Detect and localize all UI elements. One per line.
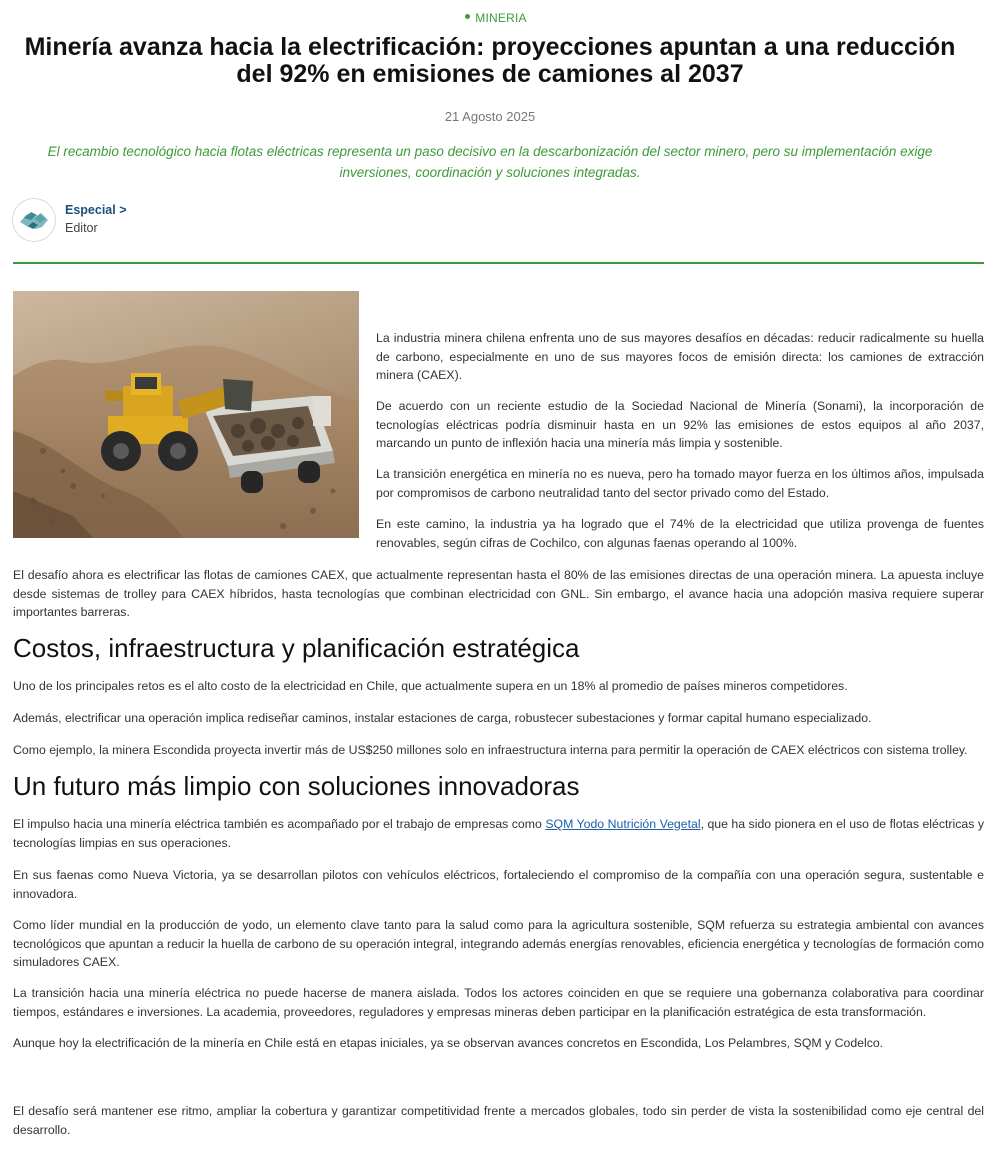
section1-paragraph-2: Además, electrificar una operación implica rediseñar caminos, instalar estaciones de carga, robustecer subestaciones y formar capital humano especializado. bbox=[13, 711, 872, 725]
intro-paragraph-4: En este camino, la industria ya ha logrado que el 74% de la electricidad que utiliza provenga de fuentes renovables, según cifras de Cochilco, con algunas faenas operando al 100%. bbox=[376, 517, 984, 550]
section2-paragraph-2: En sus faenas como Nueva Victoria, ya se desarrollan pilotos con vehículos eléctricos, fortaleciendo el compromiso de la compañía con una operación segura, sustentable e innovadora. bbox=[13, 868, 984, 901]
article-photo bbox=[13, 291, 359, 538]
intro-paragraph-2: De acuerdo con un reciente estudio de la Sociedad Nacional de Minería (Sonami), la incorporación de tecnologías eléctricas podría disminuir hasta en un 92% las emisiones de estos equipos al año 2037, marcando un punto de inflexión hacia una minería más limpia y sostenible. bbox=[376, 399, 984, 450]
sqm-link[interactable]: SQM Yodo Nutrición Vegetal bbox=[545, 817, 701, 831]
closing-paragraph: El desafío será mantener ese ritmo, ampliar la cobertura y garantizar competitividad frente a mercados globales, todo sin perder de vista la sostenibilidad como eje central del desarrollo. bbox=[13, 1104, 984, 1137]
section1-paragraph-3: Como ejemplo, la minera Escondida proyecta invertir más de US$250 millones solo en infraestructura interna para permitir la operación de CAEX eléctricos con sistema trolley. bbox=[13, 743, 968, 757]
author-avatar[interactable] bbox=[12, 198, 56, 242]
section2-paragraph-5: Aunque hoy la electrificación de la minería en Chile está en etapas iniciales, ya se observan avances concretos en Escondida, Los Pelambres, SQM y Codelco. bbox=[13, 1036, 884, 1050]
author-name-link[interactable]: Especial > bbox=[65, 203, 127, 217]
author-role: Editor bbox=[65, 221, 98, 235]
body-paragraph-caex: El desafío ahora es electrificar las flotas de camiones CAEX, que actualmente representan hasta el 80% de las emisiones directas de una operación minera. La apuesta incluye desde sistemas de trolley para CAEX híbridos, hasta tecnologías que combinan electricidad con GNL. Sin embargo, el avance hacia una adopción masiva requiere superar importantes barreras. bbox=[13, 568, 984, 619]
section-heading-futuro: Un futuro más limpio con soluciones innovadoras bbox=[13, 771, 580, 801]
section2-paragraph-4: La transición hacia una minería eléctrica no puede hacerse de manera aislada. Todos los actores coinciden en que se requiere una gobernanza colaborativa para coordinar tiempos, estándares e inversiones. La academia, proveedores, reguladores y empresas mineras deben participar en la planificación estratégica de esta transformación. bbox=[13, 986, 984, 1019]
category-label[interactable] bbox=[0, 11, 992, 25]
handshake-icon bbox=[14, 200, 54, 240]
section2-paragraph-1: El impulso hacia una minería eléctrica también es acompañado por el trabajo de empresas como SQM Yodo Nutrición Vegetal, que ha sido pionera en el uso de flotas eléctricas y tecnologías limpias en sus operaciones. bbox=[13, 817, 984, 850]
section2-paragraph-3: Como líder mundial en la producción de yodo, un elemento clave tanto para la salud como para la agricultura sostenible, SQM refuerza su estrategia ambiental con avances tecnológicos que apuntan a reducir la huella de carbono de su operación integral, integrando además energías renovables, eficiencia energética y tecnologías de formación como simuladores CAEX. bbox=[13, 918, 984, 969]
category-dot-icon bbox=[465, 14, 470, 19]
section1-paragraph-1: Uno de los principales retos es el alto costo de la electricidad en Chile, que actualmente supera en un 18% al promedio de países mineros competidores. bbox=[13, 679, 848, 693]
divider bbox=[13, 262, 984, 264]
publish-date: 21 Agosto 2025 bbox=[444, 109, 536, 124]
lead-summary: El recambio tecnológico hacia flotas eléctricas representa un paso decisivo en la descarbonización del sector minero, pero su implementación exige inversiones, coordinación y soluciones integradas. bbox=[47, 144, 933, 180]
intro-paragraph-3: La transición energética en minería no es nueva, pero ha tomado mayor fuerza en los últimos años, impulsada por compromisos de carbono neutralidad tanto del sector privado como del Estado. bbox=[376, 467, 984, 500]
section-heading-costos: Costos, infraestructura y planificación estratégica bbox=[13, 633, 580, 663]
author-block bbox=[12, 197, 127, 243]
intro-paragraph-1: La industria minera chilena enfrenta uno de sus mayores desafíos en décadas: reducir radicalmente su huella de carbono, especialmente en uno de sus mayores focos de emisión directa: los camiones de extracción minera (CAEX). bbox=[376, 331, 984, 382]
category-text: MINERIA bbox=[475, 11, 527, 25]
headline: Minería avanza hacia la electrificación: proyecciones apuntan a una reducción del 92% en emisiones de camiones al 2037 bbox=[24, 33, 956, 88]
